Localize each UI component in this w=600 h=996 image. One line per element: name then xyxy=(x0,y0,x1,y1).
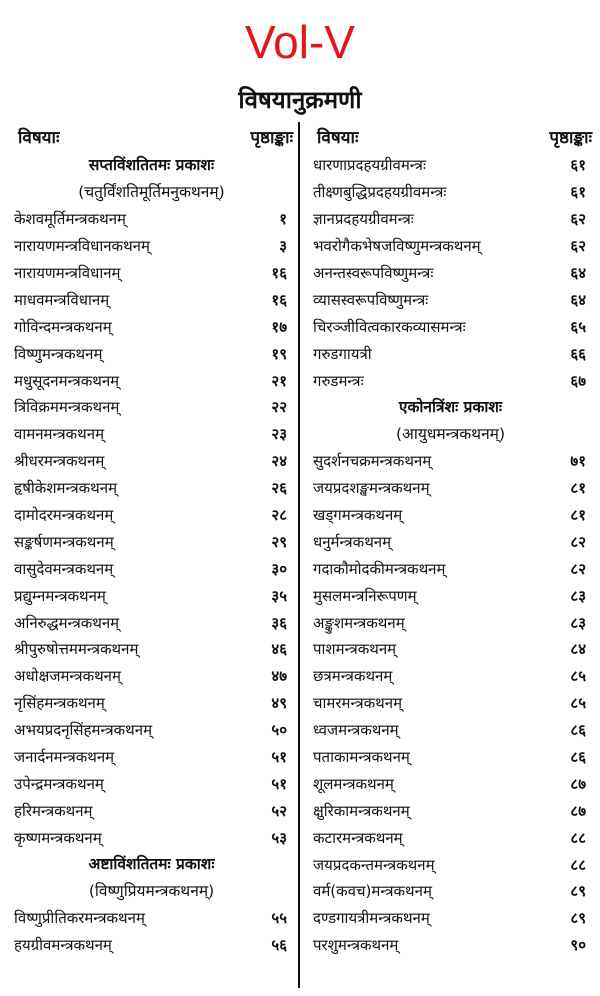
toc-entry-page: ६१ xyxy=(570,156,586,175)
toc-entry-title: छत्रमन्त्रकथनम् xyxy=(313,667,393,686)
toc-entry-title: माधवमन्त्रविधानम् xyxy=(14,290,110,309)
toc-entry-page: ८३ xyxy=(570,613,586,632)
toc-entry-title: तीक्ष्णबुद्धिप्रदहयग्रीवमन्त्रः xyxy=(313,183,447,202)
toc-entry xyxy=(309,636,592,663)
toc-entry-title: भवरोगैकभेषजविष्णुमन्त्रकथनम् xyxy=(313,237,481,256)
toc-entry-title: धारणाप्रदहयग्रीवमन्त्रः xyxy=(313,156,426,175)
toc-entry xyxy=(10,286,293,313)
toc-entry-title: अधोक्षजमन्त्रकथनम् xyxy=(14,667,121,686)
toc-entry-page: ८८ xyxy=(570,828,586,847)
toc-entry-title: अभयप्रदनृसिंहमन्त्रकथनम् xyxy=(14,721,153,740)
toc-entry-title: मधुसूदनमन्त्रकथनम् xyxy=(14,371,120,390)
toc-entry xyxy=(10,717,293,744)
toc-entry-title: वर्म(कवच)मन्त्रकथनम् xyxy=(313,882,432,901)
toc-entry-page: ३ xyxy=(279,237,287,256)
toc-entry-title: दण्डगायत्रीमन्त्रकथनम् xyxy=(313,909,430,928)
toc-entry xyxy=(309,340,592,367)
toc-entry-page: ५५ xyxy=(271,909,287,928)
toc-entry xyxy=(309,286,592,313)
toc-entry-title: हृषीकेशमन्त्रकथनम् xyxy=(14,479,118,498)
toc-entry-title: शूलमन्त्रकथनम् xyxy=(313,774,394,793)
toc-entry-title: उपेन्द्रमन्त्रकथनम् xyxy=(14,774,104,793)
toc-entry-page: १७ xyxy=(271,317,287,336)
toc-entry-page: ८८ xyxy=(570,855,586,874)
toc-entry xyxy=(309,233,592,260)
toc-entry-title: श्रीधरमन्त्रकथनम् xyxy=(14,452,105,471)
toc-entry-page: ६२ xyxy=(570,237,586,256)
toc-entry-page: ६४ xyxy=(570,264,586,282)
toc-entry-title: नृसिंहमन्त्रकथनम् xyxy=(14,694,105,713)
toc-entry-title: पाशमन्त्रकथनम् xyxy=(313,640,397,659)
toc-entry-page: ३६ xyxy=(271,613,287,632)
toc-entry-title: सङ्कर्षणमन्त्रकथनम् xyxy=(14,532,114,551)
toc-entry-page: ५३ xyxy=(271,828,287,847)
toc-entry xyxy=(10,502,293,529)
toc-entry xyxy=(309,770,592,797)
toc-entry-title: जयप्रदशङ्खमन्त्रकथनम् xyxy=(313,479,430,498)
toc-entry-page: २२ xyxy=(271,398,287,417)
toc-entry xyxy=(309,502,592,529)
toc-entry-title: अङ्कुशमन्त्रकथनम् xyxy=(313,613,405,632)
toc-entry xyxy=(10,448,293,475)
toc-entry-title: क्षुरिकामन्त्रकथनम् xyxy=(313,801,410,820)
toc-entry xyxy=(309,528,592,555)
toc-entry xyxy=(10,367,293,394)
toc-entry xyxy=(309,744,592,771)
toc-entry-title: धनुर्मन्त्रकथनम् xyxy=(313,532,392,551)
toc-entry-page: ५१ xyxy=(271,774,287,793)
toc-entry-title: नारायणमन्त्रविधानकथनम् xyxy=(14,237,150,256)
toc-entry-page: ८२ xyxy=(570,532,586,551)
toc-entry-title: गरुडगायत्री xyxy=(313,344,372,363)
toc-entry-page: ६५ xyxy=(570,317,586,336)
toc-entry xyxy=(10,340,293,367)
toc-entry-title: त्रिविक्रममन्त्रकथनम् xyxy=(14,398,120,417)
toc-entry xyxy=(309,152,592,179)
toc-entry xyxy=(10,555,293,582)
toc-entry-page: १६ xyxy=(271,290,287,309)
toc-entry-title: ध्वजमन्त्रकथनम् xyxy=(313,721,399,740)
toc-entry-title: प्रद्युम्नमन्त्रकथनम् xyxy=(14,586,106,605)
section-heading: अष्टाविंशतितमः प्रकाशः xyxy=(88,855,215,874)
toc-entry xyxy=(10,690,293,717)
toc-entry-page: ८६ xyxy=(570,748,586,767)
toc-entry-page: ५२ xyxy=(271,801,287,820)
toc-entry-title: व्यासस्वरूपविष्णुमन्त्रः xyxy=(313,290,429,309)
toc-entry-page: २८ xyxy=(271,506,287,525)
toc-entry-page: ८४ xyxy=(570,640,586,659)
page-title: विषयानुक्रमणी xyxy=(238,86,362,114)
toc-entry-page: ५६ xyxy=(271,936,287,955)
toc-entry xyxy=(10,609,293,636)
toc-entry-page: १६ xyxy=(271,264,287,282)
toc-entry-title: विष्णुप्रीतिकरमन्त्रकथनम् xyxy=(14,909,145,928)
toc-entry-title: जयप्रदकन्तमन्त्रकथनम् xyxy=(313,855,435,874)
toc-entry-page: ५१ xyxy=(271,748,287,767)
column-divider xyxy=(298,122,300,988)
toc-entry-title: सुदर्शनचक्रमन्त्रकथनम् xyxy=(313,452,432,471)
toc-entry-page: ८१ xyxy=(570,506,586,525)
toc-entry-page: ८६ xyxy=(570,721,586,740)
toc-entry xyxy=(309,367,592,394)
toc-entry-title: ज्ञानप्रदहयग्रीवमन्त्रः xyxy=(313,210,414,229)
toc-entry xyxy=(309,797,592,824)
toc-entry xyxy=(10,528,293,555)
toc-entry-title: गरुडमन्त्रः xyxy=(313,371,364,390)
toc-entry xyxy=(309,179,592,206)
toc-entry-title: नारायणमन्त्रविधानम् xyxy=(14,264,121,282)
toc-entry-page: ८९ xyxy=(570,882,586,901)
toc-entry xyxy=(309,448,592,475)
toc-entry-page: ६४ xyxy=(570,290,586,309)
toc-entry xyxy=(10,770,293,797)
section-subtitle: (आयुधमन्त्रकथनम्) xyxy=(395,424,505,443)
toc-entry xyxy=(10,233,293,260)
toc-entry-title: दामोदरमन्त्रकथनम् xyxy=(14,506,114,525)
toc-entry xyxy=(10,206,293,233)
toc-entry xyxy=(309,582,592,609)
toc-entry-title: हरिमन्त्रकथनम् xyxy=(14,801,93,820)
toc-entry xyxy=(309,824,592,851)
toc-entry xyxy=(10,797,293,824)
right-toc-list xyxy=(309,152,592,959)
toc-entry-page: ७१ xyxy=(570,452,586,471)
section-heading: सप्तविंशतितमः प्रकाशः xyxy=(88,156,215,174)
toc-entry xyxy=(309,717,592,744)
toc-entry-page: ८१ xyxy=(570,479,586,498)
toc-entry-page: ६७ xyxy=(570,371,586,390)
toc-entry-page: ८७ xyxy=(570,774,586,793)
toc-entry xyxy=(309,555,592,582)
toc-entry xyxy=(10,636,293,663)
toc-entry xyxy=(10,313,293,340)
toc-entry-title: पताकामन्त्रकथनम् xyxy=(313,748,410,767)
toc-entry-page: १९ xyxy=(271,344,287,363)
toc-entry-page: २४ xyxy=(271,452,287,471)
section-heading: एकोनत्रिंशः प्रकाशः xyxy=(398,398,503,417)
toc-entry-title: गोविन्दमन्त्रकथनम् xyxy=(14,317,112,336)
toc-entry-page: ३० xyxy=(271,559,287,578)
toc-entry-page: ४६ xyxy=(271,640,287,659)
toc-entry xyxy=(10,582,293,609)
toc-entry-page: ८९ xyxy=(570,909,586,928)
toc-entry-page: ६२ xyxy=(570,210,586,229)
toc-entry-page: ६६ xyxy=(570,344,586,363)
toc-entry-page: ९० xyxy=(570,936,586,955)
toc-entry-title: जनार्दनमन्त्रकथनम् xyxy=(14,748,115,767)
subject-heading: विषयाः xyxy=(18,127,60,148)
toc-entry xyxy=(309,905,592,932)
toc-entry-title: खड्गमन्त्रकथनम् xyxy=(313,506,403,525)
toc-entry-title: हयग्रीवमन्त्रकथनम् xyxy=(14,936,112,955)
section-subtitle: (विष्णुप्रियमन्त्रकथनम्) xyxy=(88,882,215,901)
toc-entry-title: केशवमूर्तिमन्त्रकथनम् xyxy=(14,210,126,229)
volume-label: Vol-V xyxy=(245,16,355,68)
section-subtitle: (चतुर्विंशतिमूर्तिमनुकथनम्) xyxy=(78,182,225,201)
toc-entry-page: ४७ xyxy=(271,667,287,686)
toc-entry xyxy=(309,690,592,717)
toc-entry-page: ६१ xyxy=(570,183,586,202)
left-column-header xyxy=(10,120,293,152)
toc-entry xyxy=(309,609,592,636)
toc-entry xyxy=(10,394,293,421)
toc-entry-page: ८३ xyxy=(570,586,586,605)
toc-entry-page: २६ xyxy=(271,479,287,498)
left-toc-list xyxy=(10,152,293,959)
toc-entry xyxy=(309,206,592,233)
toc-entry xyxy=(309,313,592,340)
page-heading: पृष्ठाङ्काः xyxy=(549,127,592,148)
toc-entry-title: चिरञ्जीवित्वकारकव्यासमन्त्रः xyxy=(313,317,466,336)
toc-entry-page: २९ xyxy=(271,532,287,551)
toc-entry xyxy=(309,851,592,878)
toc-entry xyxy=(309,260,592,287)
toc-entry xyxy=(10,475,293,502)
toc-entry-page: १ xyxy=(279,210,287,229)
page-heading: पृष्ठाङ्काः xyxy=(250,127,293,148)
toc-entry-title: अनिरुद्धमन्त्रकथनम् xyxy=(14,613,120,632)
toc-entry-page: ८२ xyxy=(570,559,586,578)
toc-entry-title: विष्णुमन्त्रकथनम् xyxy=(14,344,103,363)
toc-entry xyxy=(309,663,592,690)
toc-entry xyxy=(10,421,293,448)
toc-entry xyxy=(10,663,293,690)
toc-entry-page: ८७ xyxy=(570,801,586,820)
toc-entry xyxy=(10,824,293,851)
toc-entry-page: ५० xyxy=(271,721,287,740)
toc-entry-title: कटारमन्त्रकथनम् xyxy=(313,828,403,847)
toc-entry-title: मुसलमन्त्रनिरूपणम् xyxy=(313,586,417,605)
toc-entry-page: २३ xyxy=(271,425,287,444)
toc-entry xyxy=(10,744,293,771)
toc-entry-title: श्रीपुरुषोत्तममन्त्रकथनम् xyxy=(14,640,139,659)
subject-heading: विषयाः xyxy=(317,127,359,148)
toc-entry xyxy=(10,260,293,287)
toc-entry-title: अनन्तस्वरूपविष्णुमन्त्रः xyxy=(313,264,434,282)
toc-entry xyxy=(309,932,592,959)
toc-entry-page: ४९ xyxy=(271,694,287,713)
right-column xyxy=(309,120,592,959)
toc-entry-title: चामरमन्त्रकथनम् xyxy=(313,694,403,713)
toc-entry-page: ८५ xyxy=(570,694,586,713)
toc-entry-title: वासुदेवमन्त्रकथनम् xyxy=(14,559,114,578)
toc-entry-page: २१ xyxy=(271,371,287,390)
toc-entry-title: परशुमन्त्रकथनम् xyxy=(313,936,399,955)
toc-entry xyxy=(309,878,592,905)
toc-entry-title: वामनमन्त्रकथनम् xyxy=(14,425,105,444)
toc-entry-page: ८५ xyxy=(570,667,586,686)
left-column xyxy=(10,120,293,959)
toc-entry-title: कृष्णमन्त्रकथनम् xyxy=(14,828,102,847)
toc-entry xyxy=(10,905,293,932)
toc-entry xyxy=(10,932,293,959)
toc-entry-title: गदाकौमोदकीमन्त्रकथनम् xyxy=(313,559,446,578)
toc-entry xyxy=(309,475,592,502)
right-column-header xyxy=(309,120,592,152)
toc-entry-page: ३५ xyxy=(271,586,287,605)
